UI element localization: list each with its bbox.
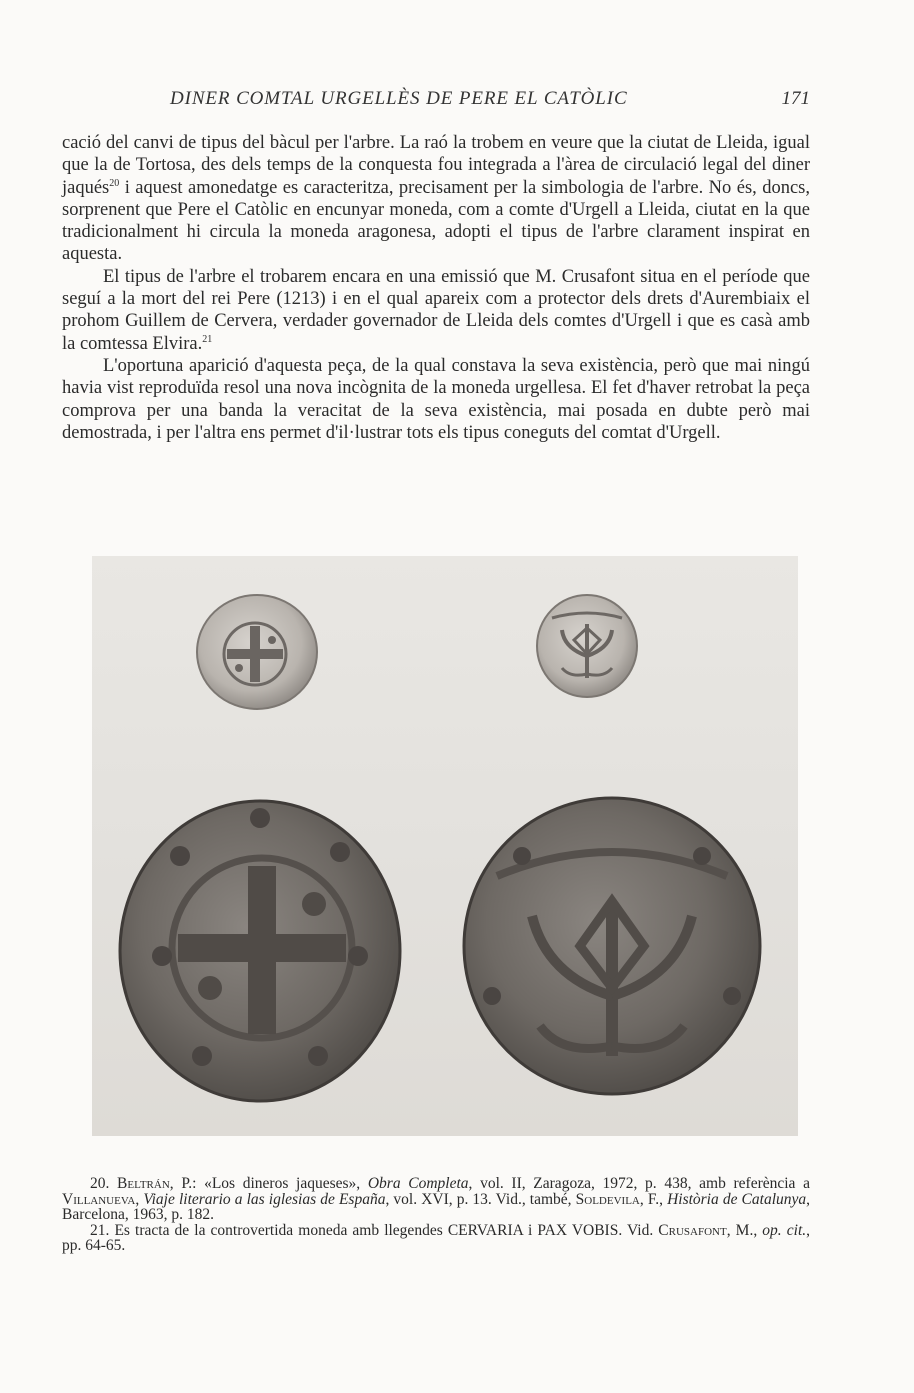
- footnote-20-number: 20.: [90, 1175, 110, 1192]
- footnote-20-text-3: ,: [135, 1190, 144, 1208]
- running-title: DINER COMTAL URGELLÈS DE PERE EL CATÒLIC: [170, 88, 628, 109]
- footnote-21-text-1: Es tracta de la controvertida moneda amb llegendes CERVARIA i PAX VOBIS. Vid.: [114, 1221, 659, 1239]
- footnote-21-text-3: , pp. 64-65.: [62, 1221, 811, 1254]
- footnote-20-author: Beltrán: [117, 1175, 170, 1192]
- footnote-20-work-1: Obra Completa: [367, 1175, 469, 1192]
- coin-photo-plate: [92, 556, 798, 1136]
- footnote-20-text-1: , P.: «Los dineros jaqueses»,: [169, 1175, 368, 1192]
- coin-reverse-large: [464, 798, 760, 1094]
- footnote-21-work: op. cit.: [762, 1221, 807, 1239]
- footnote-20-work-3: Història de Catalunya: [667, 1190, 807, 1208]
- footnote-21-author: Crusafont: [658, 1221, 727, 1239]
- footnote-20-text-5: , F.,: [639, 1190, 668, 1208]
- paragraph-1-text-a: cació del canvi de tipus del bàcul per l'arbre. La raó la trobem en veure que la ciutat de Lleida, igual que la de Tortosa, des dels temps de la conquesta fou integrada a l'àrea de circulació legal del diner jaqués: [62, 133, 810, 198]
- footnote-21-number: 21.: [90, 1221, 110, 1239]
- footnote-20-text-6: , Barcelona, 1963, p. 182.: [62, 1190, 811, 1223]
- footnote-21-text-2: , M.,: [726, 1221, 763, 1239]
- running-head: [62, 88, 810, 114]
- footnote-20-text-4: , vol. XVI, p. 13. Vid., també,: [385, 1190, 576, 1208]
- body-text: [62, 132, 810, 444]
- page-number: 171: [781, 88, 810, 109]
- footnote-20-work-2: Viaje literario a las iglesias de España: [143, 1190, 386, 1208]
- coin-reverse-small: [537, 595, 637, 697]
- footnotes: [62, 1176, 810, 1254]
- note-ref-20: 20: [109, 177, 120, 189]
- footnote-20-text-2: , vol. II, Zaragoza, 1972, p. 438, amb referència a: [468, 1175, 810, 1192]
- footnote-21: [62, 1223, 810, 1254]
- footnote-20-author-2: Villanueva: [62, 1190, 136, 1208]
- paragraph-1: [62, 132, 810, 266]
- coin-photographs: [92, 556, 798, 1136]
- paragraph-2: [62, 266, 810, 355]
- paragraph-2-text: El tipus de l'arbre el trobarem encara en una emissió que M. Crusafont situa en el període que seguí a la mort del rei Pere (1213) i en el qual apareix com a protector dels drets d'Aurembiaix el prohom Guillem de Cervera, verdader governador de Lleida dels comtes d'Urgell i que es casà amb la comtessa Elvira.: [62, 266, 810, 354]
- note-ref-21: 21: [202, 333, 213, 345]
- footnote-20-author-3: Soldevila: [575, 1190, 640, 1208]
- paragraph-3: L'oportuna aparició d'aquesta peça, de la qual constava la seva existència, però que mai ningú havia vist reproduïda resol una nova incògnita de la moneda urgellesa. El fet d'haver retrobat la peça comprova per una banda la veracitat de la seva existència, mai posada en dubte però mai demostrada, i per l'altra ens permet d'il·lustrar tots els tipus coneguts del comtat d'Urgell.: [62, 355, 810, 443]
- paragraph-1-text-b: i aquest amonedatge es caracteritza, precisament per la simbologia de l'arbre. No és, doncs, sorprenent que Pere el Catòlic en encunyar moneda, com a comte d'Urgell a Lleida, ciutat en la que tradicionalment hi circula la moneda aragonesa, adopti el tipus de l'arbre clarament inspirat en aquesta.: [62, 177, 810, 265]
- footnote-20: [62, 1176, 810, 1223]
- coin-obverse-small: [197, 595, 317, 709]
- coin-obverse-large: [120, 801, 400, 1101]
